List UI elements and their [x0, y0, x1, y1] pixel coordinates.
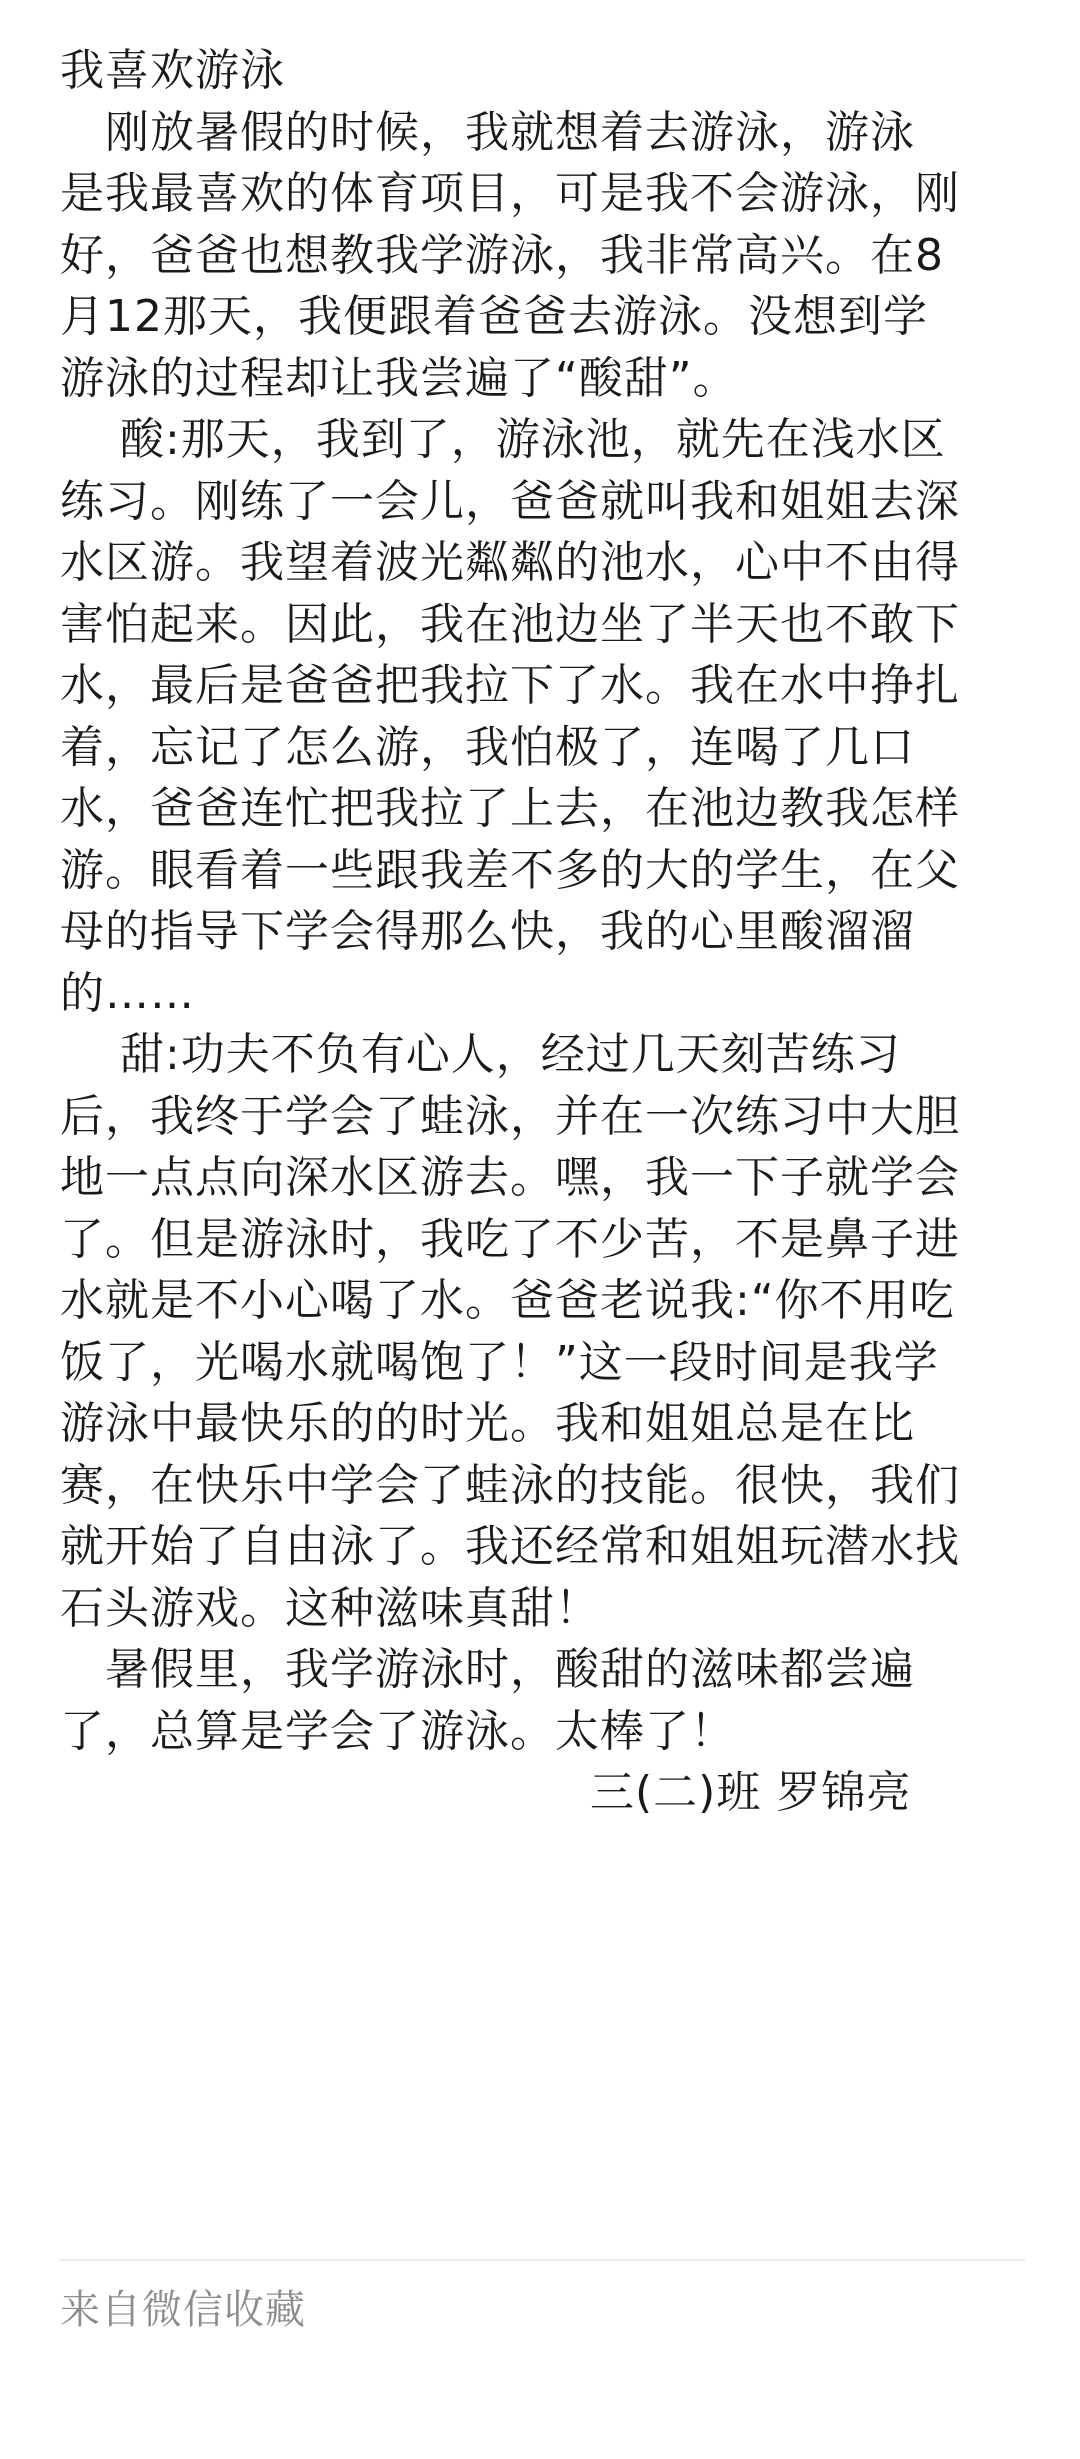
note-line: 后，我终于学会了蛙泳，并在一次练习中大胆 — [60, 1090, 960, 1142]
note-line: 水，爸爸连忙把我拉了上去，在池边教我怎样 — [60, 783, 960, 834]
note-line: 害怕起来。因此，我在池边坐了半天也不敢下 — [60, 598, 960, 650]
note-line: 暑假里，我学游泳时，酸甜的滋味都尝遍 — [60, 1644, 915, 1695]
note-line: 着，忘记了怎么游，我怕极了，连喝了几口 — [60, 721, 915, 773]
note-line: 水就是不小心喝了水。爸爸老说我:“你不用吃 — [60, 1275, 955, 1326]
note-line: 水区游。我望着波光粼粼的池水，心中不由得 — [60, 537, 960, 588]
note-line: 石头游戏。这种滋味真甜！ — [60, 1582, 600, 1634]
note-line: 甜:功夫不负有心人，经过几天刻苦练习 — [60, 1029, 901, 1080]
note-line: 好，爸爸也想教我学游泳，我非常高兴。在8 — [60, 229, 944, 281]
note-line: 游泳的过程却让我尝遍了“酸甜”。 — [60, 352, 738, 404]
note-line: 了，总算是学会了游泳。太棒了！ — [60, 1705, 735, 1757]
source-label: 来自微信收藏 — [60, 2287, 306, 2333]
note-line: 赛，在快乐中学会了蛙泳的技能。很快，我们 — [60, 1459, 960, 1511]
author-signature: 三(二)班 罗锦亮 — [590, 1767, 912, 1818]
note-line: 饭了，光喝水就喝饱了！”这一段时间是我学 — [60, 1336, 939, 1388]
note-line: 酸:那天，我到了，游泳池，就先在浅水区 — [60, 414, 946, 465]
note-line: 游。眼看着一些跟我差不多的大的学生，在父 — [60, 844, 960, 896]
note-line: 地一点点向深水区游去。嘿，我一下子就学会 — [60, 1152, 960, 1203]
note-line: 就开始了自由泳了。我还经常和姐姐玩潜水找 — [60, 1521, 960, 1572]
note-line: 水，最后是爸爸把我拉下了水。我在水中挣扎 — [60, 660, 960, 711]
note-content — [60, 40, 1030, 1824]
note-line: 了。但是游泳时，我吃了不少苦，不是鼻子进 — [60, 1213, 960, 1265]
note-line: 的…… — [60, 967, 195, 1019]
note-line: 母的指导下学会得那么快，我的心里酸溜溜 — [60, 906, 915, 957]
note-line: 是我最喜欢的体育项目，可是我不会游泳，刚 — [60, 168, 960, 219]
note-line: 练习。刚练了一会儿，爸爸就叫我和姐姐去深 — [60, 475, 960, 527]
note-title: 我喜欢游泳 — [60, 45, 285, 96]
note-line: 刚放暑假的时候，我就想着去游泳，游泳 — [60, 106, 915, 158]
note-line: 游泳中最快乐的的时光。我和姐姐总是在比 — [60, 1398, 915, 1449]
note-line: 月12那天，我便跟着爸爸去游泳。没想到学 — [60, 291, 928, 342]
footer-divider — [60, 2259, 1025, 2261]
